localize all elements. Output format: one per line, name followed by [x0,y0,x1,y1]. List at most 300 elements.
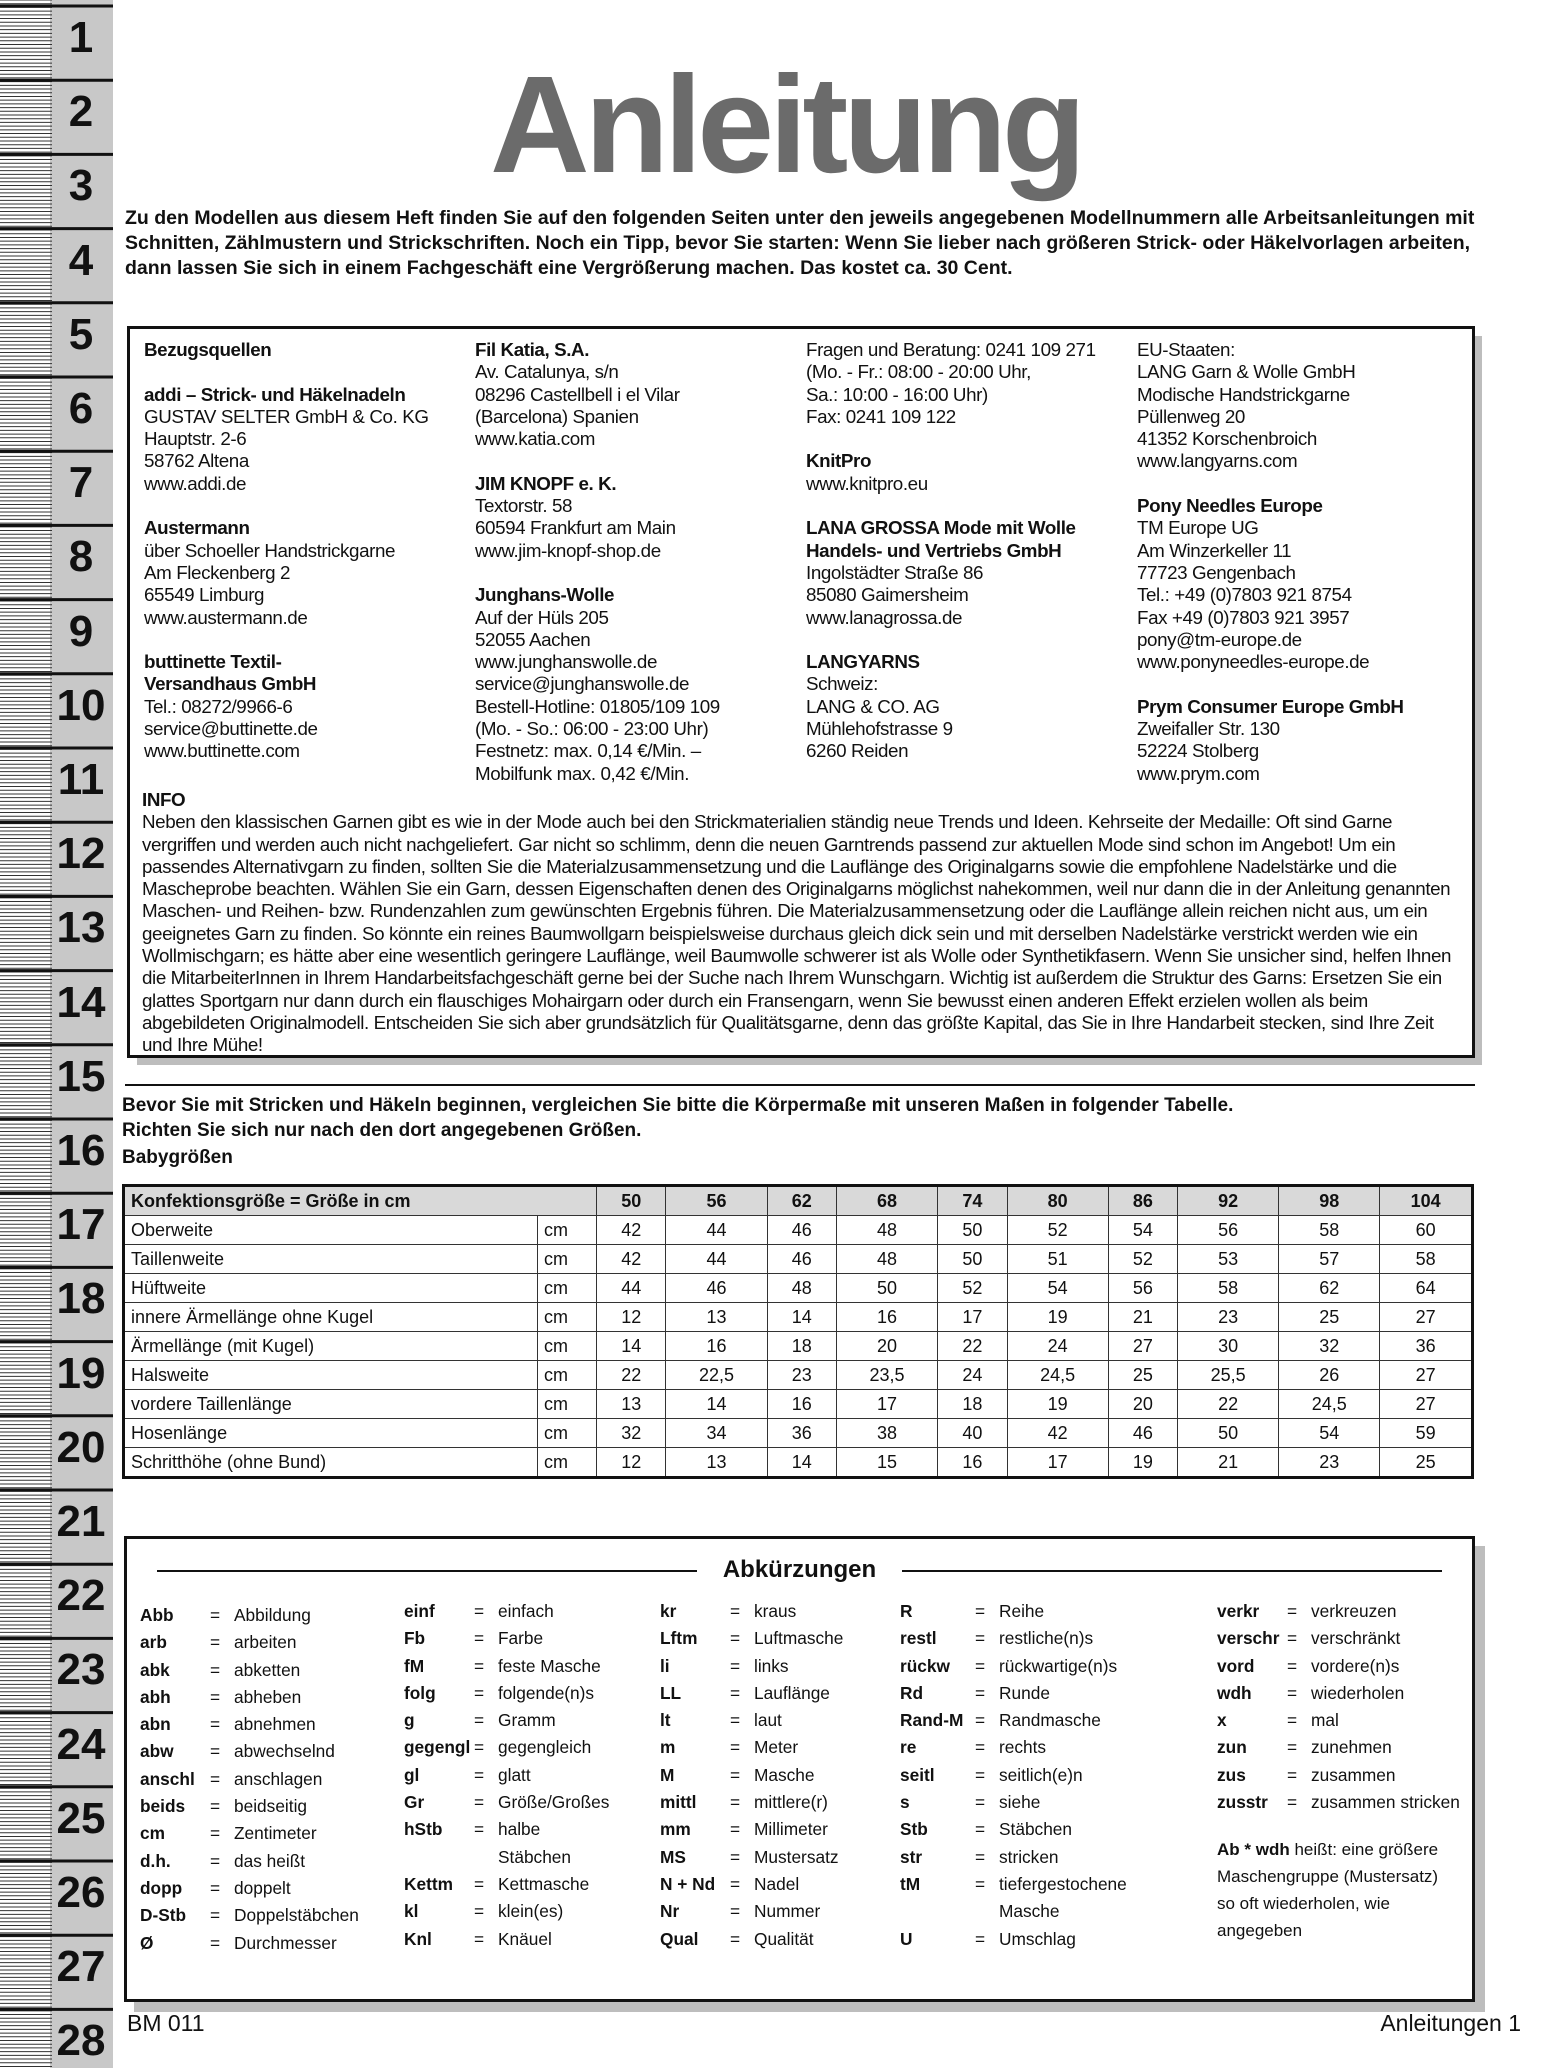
size-intro-line-1: Bevor Sie mit Stricken und Häkeln beginnen, vergleichen Sie bitte die Körpermaße mit unseren Maßen in folgender Tabelle. [122,1095,1234,1116]
abbr-entry [660,1680,843,1707]
abbr-equals: = [1287,1737,1298,1758]
abbr-key: wdh [1217,1682,1252,1703]
abbr-equals: = [730,1846,741,1867]
abbr-equals: = [730,1655,741,1676]
source-heading: KnitPro [806,450,872,472]
measurement-value: 20 [837,1332,938,1361]
measurement-value: 13 [666,1303,767,1332]
abbr-note [1217,1836,1457,1944]
measurement-value: 44 [666,1245,767,1274]
source-line: 08296 Castellbell i el Vilar [475,383,680,405]
measurement-value: 36 [1380,1332,1473,1361]
abbr-equals: = [474,1628,485,1649]
measurement-value: 30 [1178,1332,1279,1361]
abbr-entry [1217,1680,1460,1707]
abbr-equals: = [474,1710,485,1731]
abbr-key: abw [140,1741,174,1762]
source-line: Am Winzerkeller 11 [1137,539,1292,561]
measurement-unit: cm [538,1216,597,1245]
sources-column-3 [806,339,1126,763]
abbr-entry [1217,1762,1460,1789]
table-row [124,1245,1473,1274]
abbr-entry [1217,1653,1460,1680]
abbr-equals: = [1287,1710,1298,1731]
ruler-number: 8 [68,532,94,582]
abbr-key [900,1898,975,1925]
source-line: Ingolstädter Straße 86 [806,561,984,583]
abbr-key: zun [1217,1737,1247,1758]
source-line: Bestell-Hotline: 01805/109 109 [475,695,720,717]
abbr-entry [404,1653,609,1680]
spacer [806,428,1126,450]
abbr-equals: = [210,1877,221,1898]
measurement-value: 16 [767,1390,836,1419]
measurement-unit: cm [538,1390,597,1419]
footer-issue: BM 011 [127,2010,205,2036]
measurement-unit: cm [538,1245,597,1274]
ruler-number: 7 [68,458,94,508]
source-line: über Schoeller Handstrickgarne [144,539,396,561]
abbr-entry [660,1926,843,1953]
abbr-key: Rand-M [900,1710,964,1731]
size-column-header: 104 [1380,1186,1473,1216]
measurement-value: 54 [1007,1274,1108,1303]
abbr-key: folg [404,1682,436,1703]
measurement-value: 24 [938,1361,1007,1390]
abbr-key: mm [660,1819,691,1840]
measurement-value: 14 [597,1332,666,1361]
source-line: pony@tm-europe.de [1137,628,1302,650]
measurement-value: 27 [1380,1361,1473,1390]
abbr-value: laut [754,1710,782,1731]
abbr-equals: = [474,1764,485,1785]
sources-column-4 [1137,339,1457,785]
measurement-value: 54 [1279,1419,1380,1448]
measurement-value: 56 [1108,1274,1177,1303]
abbr-key: M [660,1764,675,1785]
intro-text: Zu den Modellen aus diesem Heft finden Sie auf den folgenden Seiten unter den jeweils angegebenen Modellnummern alle Arbeitsanleitungen mit Schnitten, Zählmustern und Strickschriften. Noch ein Tipp, bevor Sie starten: Wenn Sie lieber nach größeren Strick- oder Häkelvorlagen arbeiten, dann lassen Sie sich in einem Fachgeschäft eine Vergrößerung machen. Das kostet ca. 30 Cent. [125,207,1475,279]
abbr-entry [140,1629,359,1656]
abbr-entry [660,1598,843,1625]
abbr-equals: = [474,1873,485,1894]
measurement-value: 51 [1007,1245,1108,1274]
size-column-header: 80 [1007,1186,1108,1216]
source-heading: LANA GROSSA Mode mit Wolle [806,517,1076,539]
abbr-entry [140,1875,359,1902]
abbr-value: Größe/Großes [498,1792,610,1813]
abbr-value: Nadel [754,1873,800,1894]
abbr-key: LL [660,1682,682,1703]
abbr-value: kraus [754,1601,797,1621]
spacer [144,629,464,651]
abbr-equals: = [730,1737,741,1758]
ruler-number: 20 [56,1422,106,1472]
abbr-equals: = [1287,1792,1298,1813]
size-column-header: 92 [1178,1186,1279,1216]
measurement-value: 32 [597,1419,666,1448]
source-line: LANG & CO. AG [806,695,940,717]
measurement-value: 25 [1380,1448,1473,1478]
abbr-entry [404,1871,609,1898]
measurement-value: 17 [938,1303,1007,1332]
info-section [142,789,1464,1057]
measurement-value: 40 [938,1419,1007,1448]
abbr-entry [900,1762,1127,1789]
abbr-entry [140,1766,359,1793]
abbr-entry [1217,1707,1460,1734]
abbr-key: D-Stb [140,1905,187,1926]
abbr-key: Lftm [660,1628,698,1649]
abbr-key: abn [140,1714,171,1735]
abbr-entry [140,1902,359,1929]
abbr-entry [1217,1625,1460,1652]
abbr-key: Fb [404,1628,426,1649]
ruler-number: 3 [68,161,94,211]
abbr-equals: = [474,1792,485,1813]
abbr-value: beidseitig [234,1796,308,1817]
abbr-equals: = [730,1682,741,1703]
size-column-header: 50 [597,1186,666,1216]
table-row [124,1390,1473,1419]
table-row [124,1361,1473,1390]
abbr-value: verkreuzen [1311,1601,1397,1621]
measurement-value: 16 [666,1332,767,1361]
source-line: Auf der Hüls 205 [475,606,609,628]
source-line: Zweifaller Str. 130 [1137,718,1280,740]
measurement-value: 16 [938,1448,1007,1478]
abbr-key: U [900,1928,913,1949]
abbr-value: Abbildung [234,1605,311,1625]
abbr-entry [404,1926,609,1953]
abbr-entry [404,1707,609,1734]
abbr-key: g [404,1710,415,1731]
source-line: 77723 Gengenbach [1137,561,1296,583]
spacer [144,495,464,517]
abbr-equals: = [975,1737,986,1758]
ruler-number: 16 [56,1126,106,1175]
abbr-value: Lauflänge [754,1682,830,1703]
source-line: (Mo. - Fr.: 08:00 - 20:00 Uhr, [806,361,1031,383]
abbr-entry [660,1871,843,1898]
source-line: Fragen und Beratung: 0241 109 271 [806,339,1096,360]
abbr-key: abh [140,1686,171,1707]
abbr-equals: = [210,1605,221,1625]
source-line: www.jim-knopf-shop.de [475,539,661,561]
abbr-equals: = [1287,1682,1298,1703]
abbr-entry [660,1625,843,1652]
spacer [1137,673,1457,695]
measurement-value: 23 [1279,1448,1380,1478]
source-line: EU-Staaten: [1137,339,1235,360]
abbr-entry [1217,1734,1460,1761]
ruler-number: 6 [68,384,94,433]
abbr-equals: = [474,1819,485,1840]
measurement-value: 19 [1108,1448,1177,1478]
abbr-key: Kettm [404,1873,453,1894]
ruler-number: 28 [56,2016,106,2066]
measurement-value: 46 [767,1216,836,1245]
spacer [475,450,795,472]
abbreviations-box [124,1536,1475,2002]
abbr-entry [900,1707,1127,1734]
abbr-entry [140,1684,359,1711]
spacer [806,629,1126,651]
abbr-entry [900,1871,1127,1898]
measurement-value: 17 [837,1390,938,1419]
footer-page: Anleitungen 1 [1380,2010,1521,2036]
abbr-entry [1217,1598,1460,1625]
abbr-entry [900,1598,1127,1625]
abbr-value: siehe [999,1792,1041,1813]
abbr-column-1 [140,1602,359,1957]
measurement-label: Taillenweite [124,1245,538,1274]
measurement-label: Halsweite [124,1361,538,1390]
abbr-value: feste Masche [498,1655,601,1676]
size-column-header: 56 [666,1186,767,1216]
source-heading: Prym Consumer Europe GmbH [1137,695,1404,717]
abbr-equals: = [730,1819,741,1840]
ruler-number: 27 [56,1942,106,1992]
measurement-value: 50 [938,1245,1007,1274]
abbr-entry [900,1789,1127,1816]
abbr-column-2 [404,1598,609,1953]
abbr-entry [900,1734,1127,1761]
abbr-equals: = [975,1819,986,1840]
ruler-number: 9 [68,606,94,656]
measurement-value: 23,5 [837,1361,938,1390]
abbr-key: kr [660,1601,677,1621]
abbr-key: Abb [140,1605,174,1625]
abbr-entry [660,1707,843,1734]
ruler-number: 14 [56,977,106,1027]
size-column-header: 62 [767,1186,836,1216]
abbr-key: gl [404,1764,420,1785]
abbr-entry [404,1734,609,1761]
abbr-key: Ø [140,1932,154,1953]
abbr-value: anschlagen [234,1768,323,1789]
abbr-equals: = [975,1682,986,1703]
abbr-value: stricken [999,1846,1059,1867]
source-heading: Versandhaus GmbH [144,673,317,695]
abbr-equals: = [474,1682,485,1703]
measurement-value: 46 [767,1245,836,1274]
source-heading: Fil Katia, S.A. [475,339,590,360]
table-row [124,1274,1473,1303]
source-line: (Mo. - So.: 06:00 - 23:00 Uhr) [475,718,709,740]
abbr-entry [660,1844,843,1871]
abbr-entry [404,1625,609,1652]
source-line: Modische Handstrickgarne [1137,383,1350,405]
measurement-value: 12 [597,1303,666,1332]
abbr-value: zusammen stricken [1311,1792,1460,1813]
measurement-value: 22 [597,1361,666,1390]
abbr-equals: = [730,1710,741,1731]
abbr-value: Runde [999,1682,1050,1703]
measurement-value: 13 [597,1390,666,1419]
measurement-value: 14 [666,1390,767,1419]
abbr-key: seitl [900,1764,935,1785]
abbr-equals: = [210,1632,221,1653]
source-line: TM Europe UG [1137,517,1259,539]
abbr-entry [140,1820,359,1847]
measurement-unit: cm [538,1303,597,1332]
measurement-value: 24,5 [1279,1390,1380,1419]
abbr-key: vord [1217,1655,1255,1676]
measurement-value: 42 [1007,1419,1108,1448]
abbr-value: Kettmasche [498,1873,590,1894]
ruler-number: 1 [68,13,94,62]
abbr-key [404,1844,474,1871]
abbr-entry [140,1657,359,1684]
abbr-entry [140,1738,359,1765]
measurement-value: 36 [767,1419,836,1448]
abbr-value: rechts [999,1737,1047,1758]
abbr-equals: = [730,1873,741,1894]
measurement-value: 18 [767,1332,836,1361]
ruler-number: 22 [56,1571,106,1621]
abbr-note-bold: Ab * wdh [1217,1840,1290,1860]
abbr-value: Masche [754,1764,815,1785]
abbr-entry [660,1653,843,1680]
source-line: LANG Garn & Wolle GmbH [1137,361,1356,383]
table-row [124,1332,1473,1361]
abbr-key: mittl [660,1792,697,1813]
source-line: Schweiz: [806,673,878,695]
abbr-equals: = [210,1823,221,1844]
abbr-equals: = [210,1714,221,1735]
measurement-value: 46 [666,1274,767,1303]
abbr-equals: = [975,1792,986,1813]
abbr-equals: = [1287,1628,1298,1649]
measurement-value: 16 [837,1303,938,1332]
measurement-label: innere Ärmellänge ohne Kugel [124,1303,538,1332]
abbr-key: Rd [900,1682,924,1703]
abbr-equals: = [210,1768,221,1789]
abbr-value: Reihe [999,1601,1045,1621]
abbr-value: das heißt [234,1850,306,1871]
abbr-entry [660,1734,843,1761]
abbr-value: Luftmasche [754,1628,844,1649]
measurement-value: 48 [837,1216,938,1245]
abbr-entry [404,1844,609,1871]
abbr-key: s [900,1792,910,1813]
abbr-value: halbe [498,1819,541,1840]
measurement-label: Hüftweite [124,1274,538,1303]
measurement-unit: cm [538,1274,597,1303]
abbr-entry [140,1848,359,1875]
abbr-column-3 [660,1598,843,1953]
measurement-value: 23 [1178,1303,1279,1332]
abbr-entry [140,1793,359,1820]
abbr-key: gegengl [404,1737,471,1758]
ruler-number: 19 [56,1348,106,1398]
ruler-number: 4 [68,235,94,285]
abbr-value: klein(es) [498,1901,564,1922]
abbr-key: Gr [404,1792,425,1813]
abbr-equals: = [210,1905,221,1926]
abbr-key: rückw [900,1655,950,1676]
source-line: www.prym.com [1137,762,1260,784]
measurement-value: 14 [767,1303,836,1332]
measurement-value: 52 [938,1274,1007,1303]
abbr-equals: = [975,1873,986,1894]
source-line: Püllenweg 20 [1137,405,1245,427]
abbr-key: anschl [140,1768,195,1789]
measurement-value: 42 [597,1245,666,1274]
abbr-value: verschränkt [1311,1628,1401,1649]
ruler-number: 24 [56,1719,106,1769]
abbr-value: zunehmen [1311,1737,1392,1758]
source-line: 85080 Gaimersheim [806,584,969,606]
measurement-value: 52 [1007,1216,1108,1245]
abbr-entry [404,1680,609,1707]
abbr-value: Nummer [754,1901,821,1922]
abbr-equals: = [210,1686,221,1707]
measurement-value: 62 [1279,1274,1380,1303]
abbr-value: Knäuel [498,1928,552,1949]
table-row [124,1303,1473,1332]
ruler-number: 17 [56,1200,106,1250]
abbr-column-4 [900,1598,1127,1953]
abbr-entry [140,1711,359,1738]
abbr-entry [900,1653,1127,1680]
abbr-key: Stb [900,1819,928,1840]
source-heading: Handels- und Vertriebs GmbH [806,539,1062,561]
abbr-value: glatt [498,1764,531,1785]
abbr-equals: = [975,1628,986,1649]
ruler-number: 15 [56,1051,106,1101]
abbr-entry [404,1898,609,1925]
measurement-value: 48 [837,1245,938,1274]
abbr-equals: = [210,1741,221,1762]
size-table [122,1184,1474,1479]
abbr-value: rückwartige(n)s [999,1655,1118,1676]
source-heading: JIM KNOPF e. K. [475,472,617,494]
source-line: Textorstr. 58 [475,495,573,517]
size-column-header: 86 [1108,1186,1177,1216]
measurement-label: Oberweite [124,1216,538,1245]
sources-column-2 [475,339,795,785]
abbr-entry [660,1762,843,1789]
abbr-key: verkr [1217,1601,1260,1621]
abbr-value: abwechselnd [234,1741,335,1762]
measurement-value: 56 [1178,1216,1279,1245]
abbr-entry [660,1789,843,1816]
measurement-value: 22,5 [666,1361,767,1390]
measurement-value: 25 [1279,1303,1380,1332]
abbr-equals [975,1898,999,1925]
abbr-key: zus [1217,1764,1246,1785]
abbr-entry [404,1816,609,1843]
abbr-key: li [660,1655,670,1676]
abbr-equals: = [975,1710,986,1731]
abbr-equals: = [474,1901,485,1922]
abbr-entry [660,1816,843,1843]
source-line: Mühlehofstrasse 9 [806,718,953,740]
ruler-number: 13 [56,903,106,953]
abbr-key: Nr [660,1901,680,1922]
ruler-number: 12 [56,829,106,879]
measurement-value: 21 [1178,1448,1279,1478]
measurement-value: 19 [1007,1303,1108,1332]
abbr-equals: = [210,1659,221,1680]
spacer [1137,473,1457,495]
measurement-value: 19 [1007,1390,1108,1419]
source-heading: Austermann [144,517,250,539]
measurement-value: 57 [1279,1245,1380,1274]
abbr-entry [660,1898,843,1925]
measurement-unit: cm [538,1419,597,1448]
